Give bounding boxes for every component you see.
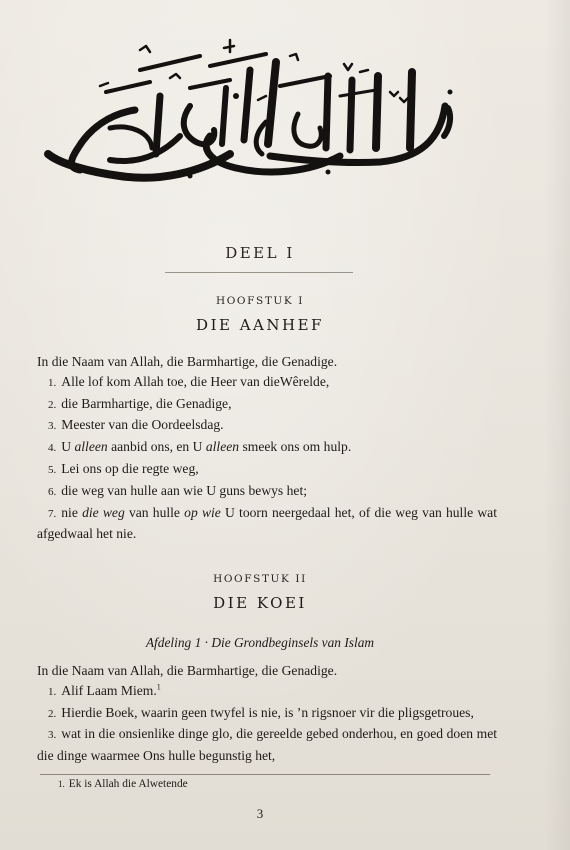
verse-text: aanbid ons, en U	[107, 439, 206, 455]
part-title-divider	[165, 272, 353, 273]
verse-emphasis: die weg	[82, 504, 125, 520]
verse-number: 2.	[48, 707, 57, 720]
chapter-1-title: DIE AANHEF	[196, 316, 324, 334]
verse-1-5	[37, 459, 497, 481]
verse-text: nie	[61, 504, 83, 520]
chapter-1-label: HOOFSTUK I	[215, 295, 305, 307]
verse-number: 6.	[48, 485, 57, 498]
verse-text: die Barmhartige, die Genadige,	[61, 395, 232, 411]
verse-number: 1.	[48, 376, 57, 389]
verse-1-1	[37, 372, 497, 394]
verse-2-2	[37, 703, 497, 725]
verse-number: 2.	[48, 398, 57, 411]
footnote-text: Ek is Allah die Alwetende	[68, 778, 188, 790]
verse-emphasis: alleen	[205, 439, 240, 455]
verse-number: 1.	[48, 685, 57, 698]
chapter-2-label: HOOFSTUK II	[213, 573, 307, 585]
verse-1-6	[37, 481, 497, 503]
verse-text: Meester van die Oordeelsdag.	[61, 417, 224, 433]
basmala-calligraphy-icon	[40, 36, 460, 186]
verse-text: die weg van hulle aan wie U guns bewys het;	[61, 482, 308, 498]
chapter-2-text	[37, 661, 497, 766]
chapter-2-title: DIE KOEI	[213, 594, 307, 612]
verse-number: 3.	[48, 729, 57, 742]
verse-emphasis: alleen	[74, 439, 108, 455]
verse-text: van hulle	[124, 504, 185, 520]
page-number: 3	[256, 806, 264, 821]
verse-text: U	[61, 439, 75, 455]
section-heading: Afdeling 1 · Die Grondbeginsels van Islam	[145, 635, 375, 650]
footnote-number: 1.	[58, 779, 65, 789]
verse-number: 5.	[48, 463, 57, 476]
footnote-divider	[40, 774, 490, 775]
verse-1-4	[37, 437, 497, 459]
verse-text: smeek ons om hulp.	[239, 439, 352, 455]
verse-1-3	[37, 415, 497, 437]
verse-text: Alif Laam Miem.	[61, 682, 157, 698]
verse-1-2	[37, 394, 497, 416]
verse-text: wat in die onsienlike dinge glo, die gereelde gebed onderhou, en goed doen met die dinge waarmee Ons hulle begunstig het,	[37, 726, 497, 764]
verse-text: Hierdie Boek, waarin geen twyfel is nie, is ’n rigsnoer vir die pligsgetroues,	[61, 704, 474, 720]
verse-1-7	[37, 503, 497, 545]
footnote	[58, 778, 188, 790]
chapter-1-text	[37, 352, 497, 544]
chapter-1-intro: In die Naam van Allah, die Barmhartige, die Genadige.	[37, 354, 338, 369]
verse-text: Lei ons op die regte weg,	[61, 460, 199, 476]
verse-2-1	[37, 681, 497, 703]
verse-number: 3.	[48, 420, 57, 433]
verse-number: 4.	[48, 442, 57, 455]
part-title: DEEL I	[225, 244, 295, 262]
verse-number: 7.	[48, 507, 57, 520]
verse-emphasis: op wie	[184, 504, 221, 520]
verse-text: U toorn neergedaal het, of die weg van hulle wat afgedwaal het nie.	[37, 504, 497, 542]
chapter-2-intro: In die Naam van Allah, die Barmhartige, die Genadige.	[37, 663, 338, 678]
verse-2-3	[37, 724, 497, 766]
verse-text: Alle lof kom Allah toe, die Heer van dieWêrelde,	[61, 373, 330, 389]
footnote-marker: 1	[156, 682, 161, 692]
